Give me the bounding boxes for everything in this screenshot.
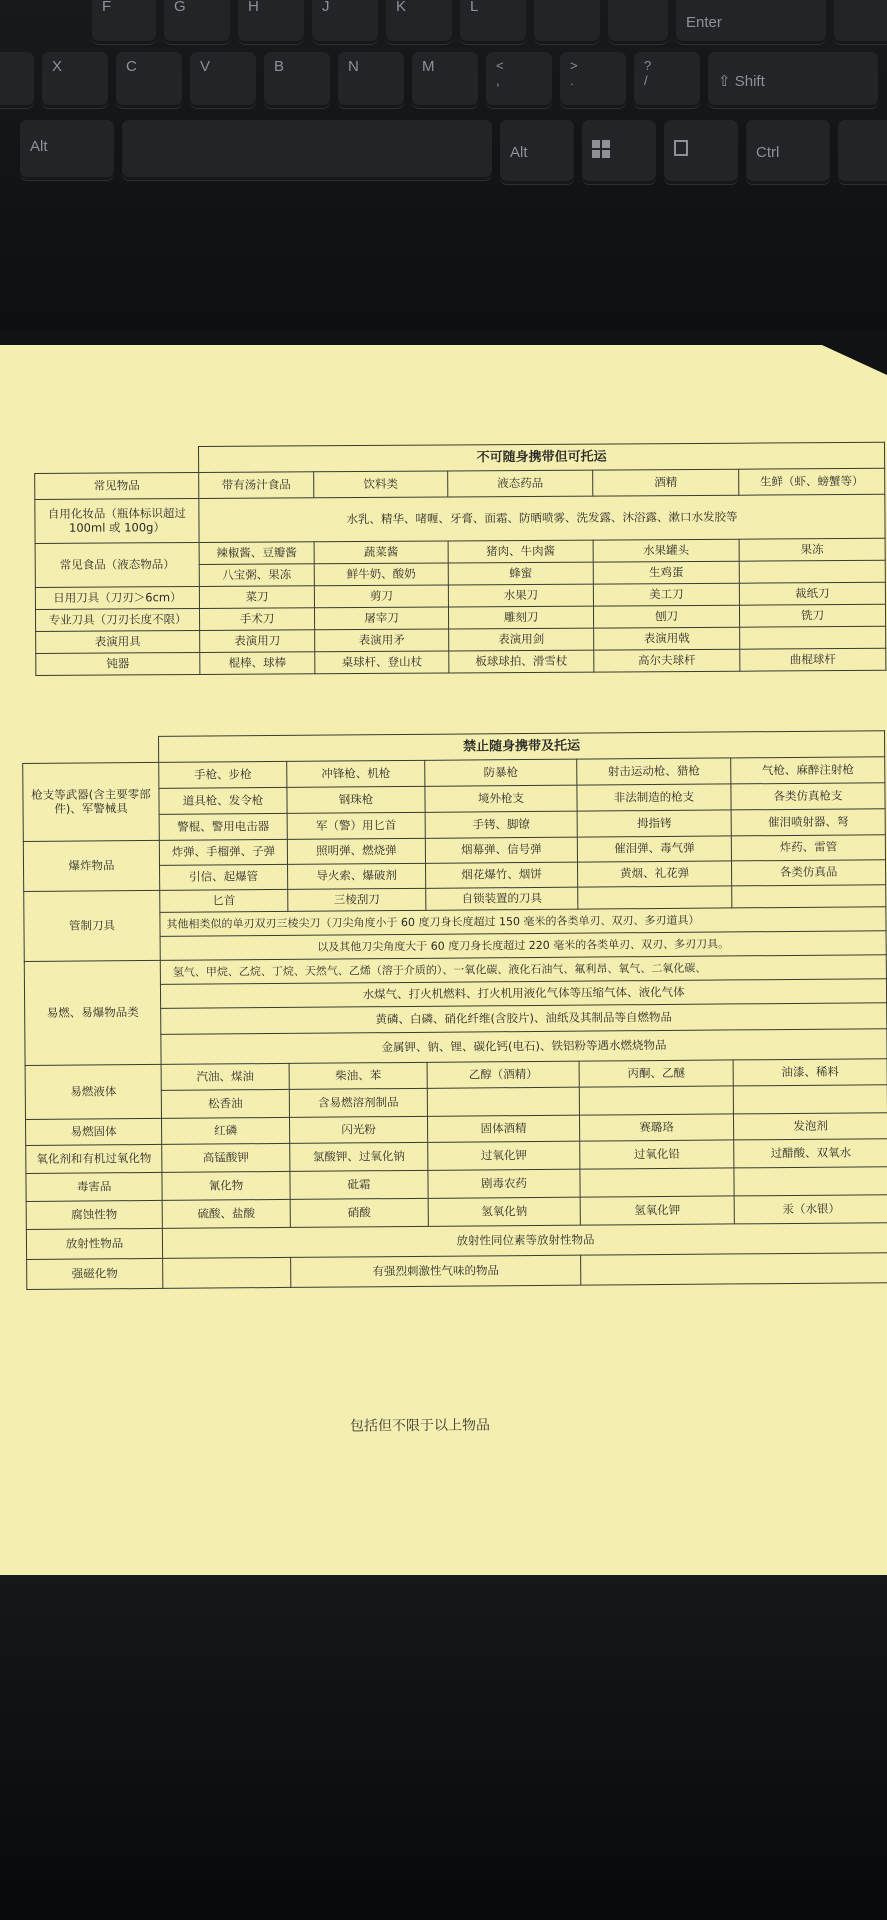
table-cell — [734, 1167, 887, 1196]
table-cell: 赛璐珞 — [579, 1114, 733, 1141]
key-shift-right[interactable]: ⇧ Shift — [708, 52, 878, 108]
table-cell: 闪光粉 — [289, 1116, 427, 1143]
table-cell — [740, 626, 886, 649]
table-cell: 菜刀 — [199, 586, 314, 609]
table-cell: 手枪、步枪 — [159, 761, 287, 788]
table-cell: 冲锋枪、机枪 — [287, 760, 425, 787]
row-label: 强磁化物 — [27, 1258, 163, 1289]
table-cell — [578, 886, 732, 909]
table-cell: 辣椒酱、豆瓣酱 — [199, 542, 314, 565]
row-label: 表演用具 — [36, 630, 200, 653]
table-cell: 饮料类 — [314, 471, 448, 498]
table-cell — [739, 560, 885, 583]
row-label: 腐蚀性物 — [26, 1200, 162, 1229]
table-cell: 生鲜（虾、螃蟹等） — [739, 468, 885, 495]
table-cell: 烟幕弹、信号弹 — [425, 837, 577, 863]
row-label: 易燃、易爆物品类 — [24, 960, 161, 1065]
table-cell: 黄磷、白磷、硝化纤维(含胶片)、油纸及其制品等自燃物品 — [161, 1003, 887, 1035]
table-cell: 黄烟、礼花弹 — [578, 861, 732, 887]
table-cell: 硝酸 — [290, 1198, 428, 1227]
table-cell: 表演用刀 — [200, 630, 315, 653]
table-cell: 屠宰刀 — [314, 607, 448, 630]
table-cell: 乙醇（酒精） — [427, 1061, 579, 1088]
key-h[interactable]: H — [238, 0, 304, 44]
table-cell: 水煤气、打火机燃料、打火机用液化气体等压缩气体、液化气体 — [160, 979, 886, 1009]
table-cell: 生鸡蛋 — [593, 561, 739, 584]
row-label: 爆炸物品 — [23, 840, 159, 891]
dark-surface — [0, 1575, 887, 1920]
row-label: 易燃液体 — [25, 1064, 161, 1119]
table-cell — [427, 1087, 579, 1116]
table-cell: 道具枪、发令枪 — [159, 787, 287, 814]
table-cell: 过氧化铅 — [580, 1140, 734, 1169]
key-windows[interactable] — [582, 120, 656, 184]
table1-title: 不可随身携带但可托运 — [198, 442, 884, 472]
table-cell: 八宝粥、果冻 — [199, 564, 314, 587]
table-cell: 防暴枪 — [425, 759, 577, 786]
table-checked-allowed — [34, 442, 886, 676]
table-cell: 过醋酸、双氧水 — [734, 1139, 887, 1168]
table-cell: 含易燃溶剂制品 — [289, 1088, 427, 1117]
table-cell: 催泪弹、毒气弹 — [577, 836, 731, 862]
key-m[interactable]: M — [412, 52, 478, 108]
key-comma[interactable]: < , — [486, 52, 552, 108]
table-cell — [732, 885, 886, 908]
key-ctrl[interactable]: Ctrl — [746, 120, 830, 184]
table-cell: 汽油、煤油 — [161, 1063, 289, 1090]
table-cell: 桌球杆、登山杖 — [315, 651, 449, 674]
key-j[interactable]: J — [312, 0, 378, 44]
table-cell: 照明弹、燃烧弹 — [287, 838, 425, 864]
table-cell: 放射性同位素等放射性物品 — [162, 1223, 887, 1259]
table-cell: 催泪喷射器、弩 — [731, 809, 885, 836]
table-cell: 境外枪支 — [425, 785, 577, 812]
table-cell — [733, 1085, 887, 1114]
key-space[interactable] — [122, 120, 492, 180]
table-cell: 军（警）用匕首 — [287, 812, 425, 839]
key-v[interactable]: V — [190, 52, 256, 108]
table-cell: 高尔夫球杆 — [594, 649, 740, 672]
table-cell: 钢珠枪 — [287, 786, 425, 813]
key-f[interactable]: F — [92, 0, 156, 44]
key-shift-left[interactable] — [0, 52, 34, 108]
table-cell: 炸药、雷管 — [731, 835, 885, 861]
table-cell: 蔬菜酱 — [314, 541, 448, 564]
key-extra-top[interactable] — [834, 0, 887, 44]
table-cell: 以及其他刀尖角度大于 60 度刀身长度超过 220 毫米的各类单刃、双刃、多刃刀具。 — [160, 931, 886, 961]
table-cell: 其他相类似的单刃双刃三棱尖刀（刀尖角度小于 60 度刀身长度超过 150 毫米的各类单刃、双刃、多刃道具） — [160, 907, 886, 937]
table-cell: 氢气、甲烷、乙烷、丁烷、天然气、乙烯（溶于介质的）、一氧化碳、液化石油气、氟利昂、氧气、二氧化碳、 — [160, 955, 886, 985]
key-quote[interactable] — [608, 0, 668, 44]
table-cell: 气枪、麻醉注射枪 — [731, 757, 885, 784]
table-cell: 猪肉、牛肉酱 — [448, 540, 593, 563]
table-cell: 雕刻刀 — [448, 606, 593, 629]
table-cell: 水乳、精华、啫喱、牙膏、面霜、防晒喷雾、洗发露、沐浴露、漱口水发胶等 — [199, 494, 885, 542]
key-g[interactable]: G — [164, 0, 230, 44]
table-cell: 三棱刮刀 — [288, 888, 426, 911]
table1-header-label: 常见物品 — [35, 472, 199, 499]
row-label: 毒害品 — [26, 1172, 162, 1201]
row-label: 专业刀具（刀刃长度不限） — [35, 608, 199, 631]
table-cell: 固体酒精 — [427, 1115, 579, 1142]
table-cell: 表演用戟 — [594, 627, 740, 650]
table-cell: 酒精 — [593, 469, 739, 496]
table-cell: 丙酮、乙醚 — [579, 1060, 733, 1087]
table-cell: 美工刀 — [593, 583, 739, 606]
table-cell: 红磷 — [161, 1117, 289, 1144]
row-label: 日用刀具（刀刃＞6cm） — [35, 586, 199, 609]
table2-title: 禁止随身携带及托运 — [158, 731, 884, 763]
table-cell: 油漆、稀料 — [733, 1059, 887, 1086]
table-cell — [579, 1086, 733, 1115]
table-cell: 自锁装置的刀具 — [426, 887, 578, 910]
key-extra-bottom[interactable] — [838, 120, 887, 184]
table-cell: 炸弹、手榴弹、子弹 — [159, 839, 287, 865]
key-alt-left[interactable]: Alt — [20, 120, 114, 180]
table-cell: 剧毒农药 — [428, 1169, 580, 1198]
table-cell: 铣刀 — [739, 604, 885, 627]
table-cell: 引信、起爆管 — [160, 864, 288, 890]
table-cell: 柴油、苯 — [289, 1062, 427, 1089]
table-cell: 砒霜 — [290, 1170, 428, 1199]
table-cell: 有强烈刺激性气味的物品 — [291, 1255, 581, 1287]
key-semicolon[interactable] — [534, 0, 600, 44]
key-alt-right[interactable]: Alt — [500, 120, 574, 184]
row-label: 易燃固体 — [26, 1118, 162, 1145]
table-cell: 各类仿真枪支 — [731, 783, 885, 810]
row-label: 氧化剂和有机过氧化物 — [26, 1144, 162, 1173]
row-label: 管制刀具 — [24, 890, 161, 961]
footer-note: 包括但不限于以上物品 — [349, 1417, 491, 1435]
windows-logo-icon — [592, 140, 610, 158]
row-label: 放射性物品 — [26, 1228, 162, 1259]
table-cell: 各类仿真品 — [731, 860, 885, 886]
table-cell: 硫酸、盐酸 — [162, 1199, 290, 1228]
key-menu[interactable] — [664, 120, 738, 184]
table-cell: 刨刀 — [593, 605, 739, 628]
table-row — [27, 1253, 887, 1290]
table-cell: 水果刀 — [448, 584, 593, 607]
row-label: 常见食品（液态物品） — [35, 542, 199, 587]
table-cell: 汞（水银） — [734, 1195, 887, 1224]
table-cell: 过氧化钾 — [428, 1141, 580, 1170]
table-cell: 液态药品 — [448, 470, 593, 497]
table-cell: 烟花爆竹、烟饼 — [426, 862, 578, 888]
table-cell: 松香油 — [161, 1089, 289, 1118]
paper-sheet — [0, 345, 887, 1575]
table-cell: 剪刀 — [314, 585, 448, 608]
key-slash[interactable]: ? / — [634, 52, 700, 108]
row-label: 枪支等武器(含主要零部件)、军警械具 — [23, 762, 160, 841]
table-cell: 手铐、脚镣 — [425, 811, 577, 838]
table-cell: 非法制造的枪支 — [577, 784, 731, 811]
table-cell: 高锰酸钾 — [162, 1143, 290, 1172]
table-cell: 棍棒、球棒 — [200, 652, 315, 675]
key-l[interactable]: L — [460, 0, 526, 44]
table-cell: 果冻 — [739, 538, 885, 561]
table-cell: 发泡剂 — [733, 1113, 887, 1140]
key-period[interactable]: > . — [560, 52, 626, 108]
table-cell: 射击运动枪、猎枪 — [577, 758, 731, 785]
table-prohibited — [22, 730, 887, 1290]
table-cell: 氢氧化钠 — [428, 1197, 580, 1226]
table-cell: 曲棍球杆 — [740, 648, 886, 671]
table-cell: 氯酸钾、过氧化钠 — [290, 1142, 428, 1171]
table-cell: 蜂蜜 — [448, 562, 593, 585]
table-cell: 板球球拍、滑雪杖 — [449, 650, 594, 673]
key-x[interactable]: X — [42, 52, 108, 108]
table-cell: 水果罐头 — [593, 539, 739, 562]
keyboard — [0, 0, 887, 330]
table-row — [35, 494, 885, 543]
key-b[interactable]: B — [264, 52, 330, 108]
table-cell: 匕首 — [160, 889, 288, 912]
table-cell — [580, 1168, 734, 1197]
table-cell: 氰化物 — [162, 1171, 290, 1200]
key-enter[interactable]: Enter — [676, 0, 826, 44]
key-n[interactable]: N — [338, 52, 404, 108]
table-cell: 鲜牛奶、酸奶 — [314, 563, 448, 586]
table-cell: 裁纸刀 — [739, 582, 885, 605]
row-label: 钝器 — [36, 652, 200, 675]
table-cell: 导火索、爆破剂 — [288, 863, 426, 889]
table-cell: 表演用剑 — [449, 628, 594, 651]
table-cell: 警棍、警用电击器 — [159, 813, 287, 840]
row-label: 自用化妆品（瓶体标识超过 100ml 或 100g） — [35, 498, 199, 543]
table-cell: 金属钾、钠、锂、碳化钙(电石)、铁铝粉等遇水燃烧物品 — [161, 1029, 887, 1065]
table-cell: 表演用矛 — [315, 629, 449, 652]
table-cell: 氢氧化钾 — [580, 1196, 734, 1225]
menu-key-icon — [674, 140, 688, 156]
table-cell: 拇指铐 — [577, 810, 731, 837]
key-k[interactable]: K — [386, 0, 452, 44]
key-c[interactable]: C — [116, 52, 182, 108]
table-cell: 手术刀 — [199, 608, 314, 631]
table-cell: 带有汤汁食品 — [199, 472, 314, 499]
table-row — [36, 648, 886, 675]
